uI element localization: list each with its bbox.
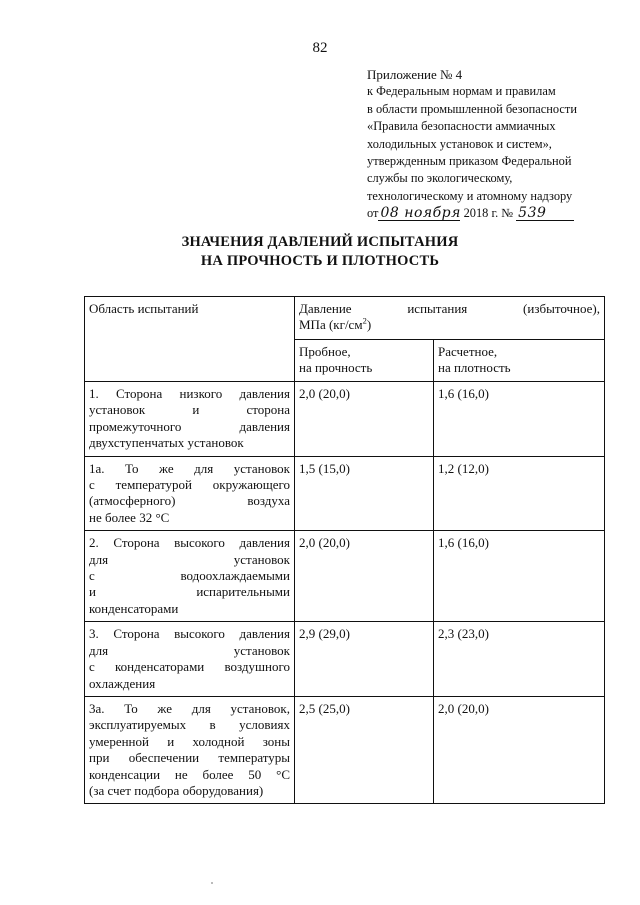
annex-line: к Федеральным нормам и правилам bbox=[367, 84, 556, 99]
row-area-line: 3а. То же для установок, bbox=[89, 700, 290, 716]
table-row bbox=[85, 622, 605, 697]
header-pressure-cell bbox=[295, 297, 605, 340]
row-area-line: с конденсаторами воздушного bbox=[89, 659, 290, 675]
annex-line: технологическому и атомному надзору bbox=[367, 188, 573, 203]
header-calc-line: Расчетное, bbox=[438, 343, 498, 359]
row-area-line: двухступенчатых установок bbox=[89, 435, 244, 451]
row-area-line: эксплуатируемых в условиях bbox=[89, 717, 290, 733]
row-trial-pressure: 2,5 (25,0) bbox=[295, 696, 434, 803]
row-area-line: конденсации не более 50 °С bbox=[89, 766, 290, 782]
title-line: ЗНАЧЕНИЯ ДАВЛЕНИЙ ИСПЫТАНИЯ bbox=[181, 234, 459, 250]
row-area-cell bbox=[85, 456, 295, 531]
row-calc-pressure: 1,6 (16,0) bbox=[434, 531, 605, 622]
table-row bbox=[85, 531, 605, 622]
row-area-line: 3. Сторона высокого давления bbox=[89, 626, 290, 642]
title-line: НА ПРОЧНОСТЬ И ПЛОТНОСТЬ bbox=[200, 253, 440, 269]
annex-line: утвержденным приказом Федеральной bbox=[367, 154, 572, 169]
annex-line: службы по экологическому, bbox=[367, 171, 513, 186]
row-area-line: (атмосферного) воздуха bbox=[89, 493, 290, 509]
header-calc-cell bbox=[434, 339, 605, 382]
annex-line: в области промышленной безопасности bbox=[367, 101, 577, 116]
handwritten-date: 08 ноября bbox=[380, 205, 461, 222]
table-row bbox=[85, 456, 605, 531]
row-area-cell bbox=[85, 696, 295, 803]
row-area-line: с водоохлаждаемыми bbox=[89, 568, 290, 584]
row-calc-pressure: 2,3 (23,0) bbox=[434, 622, 605, 697]
row-area-line: не более 32 °С bbox=[89, 509, 170, 525]
header-pressure-unit: МПа $(кг/см^2)$ bbox=[299, 316, 372, 333]
annex-line: «Правила безопасности аммиачных bbox=[367, 119, 556, 134]
row-area-line: установок и сторона bbox=[89, 402, 290, 418]
row-area-line: с температурой окружающего bbox=[89, 477, 290, 493]
row-trial-pressure: 2,0 (20,0) bbox=[295, 382, 434, 457]
date-prefix: от bbox=[367, 206, 379, 221]
row-trial-pressure: 2,9 (29,0) bbox=[295, 622, 434, 697]
handwritten-number: 539 bbox=[516, 206, 574, 221]
row-area-line: умеренной и холодной зоны bbox=[89, 733, 290, 749]
approval-date-line bbox=[367, 205, 607, 222]
row-calc-pressure: 1,6 (16,0) bbox=[434, 382, 605, 457]
row-area-line: и испарительными bbox=[89, 584, 290, 600]
row-trial-pressure: 1,5 (15,0) bbox=[295, 456, 434, 531]
row-area-line: (за счет подбора оборудования) bbox=[89, 782, 264, 798]
header-trial-line: Пробное, bbox=[299, 343, 351, 359]
header-trial-line: на прочность bbox=[299, 359, 373, 375]
row-area-cell bbox=[85, 382, 295, 457]
row-trial-pressure: 2,0 (20,0) bbox=[295, 531, 434, 622]
row-area-line: 1. Сторона низкого давления bbox=[89, 386, 290, 401]
row-area-line: охлаждения bbox=[89, 675, 156, 691]
row-area-line: 2. Сторона высокого давления bbox=[89, 535, 290, 551]
row-area-line: конденсаторами bbox=[89, 600, 179, 616]
scan-speck bbox=[211, 882, 213, 884]
annex-header bbox=[367, 66, 607, 223]
row-area-line: 1а. То же для установок bbox=[89, 460, 290, 476]
header-area: Область испытаний bbox=[89, 301, 199, 316]
row-area-line: при обеспечении температуры bbox=[89, 750, 290, 766]
pressure-table bbox=[84, 296, 605, 804]
row-area-cell bbox=[85, 531, 295, 622]
table-header-row bbox=[85, 297, 605, 340]
row-area-cell bbox=[85, 622, 295, 697]
row-area-line: для установок bbox=[89, 642, 290, 658]
header-area-cell bbox=[85, 297, 295, 382]
header-pressure: Давление испытания (избыточное), bbox=[299, 301, 601, 316]
header-trial-cell bbox=[295, 339, 434, 382]
row-area-line: для установок bbox=[89, 551, 290, 567]
row-calc-pressure: 1,2 (12,0) bbox=[434, 456, 605, 531]
header-calc-line: на плотность bbox=[438, 359, 511, 375]
annex-title: Приложение № 4 bbox=[367, 67, 463, 82]
table-row bbox=[85, 696, 605, 803]
row-calc-pressure: 2,0 (20,0) bbox=[434, 696, 605, 803]
page-number: 82 bbox=[312, 40, 328, 56]
year-text: 2018 г. № bbox=[463, 206, 514, 221]
annex-line: холодильных установок и систем», bbox=[367, 136, 552, 151]
row-area-line: промежуточного давления bbox=[89, 418, 290, 434]
document-title bbox=[0, 233, 640, 271]
table-row bbox=[85, 382, 605, 457]
